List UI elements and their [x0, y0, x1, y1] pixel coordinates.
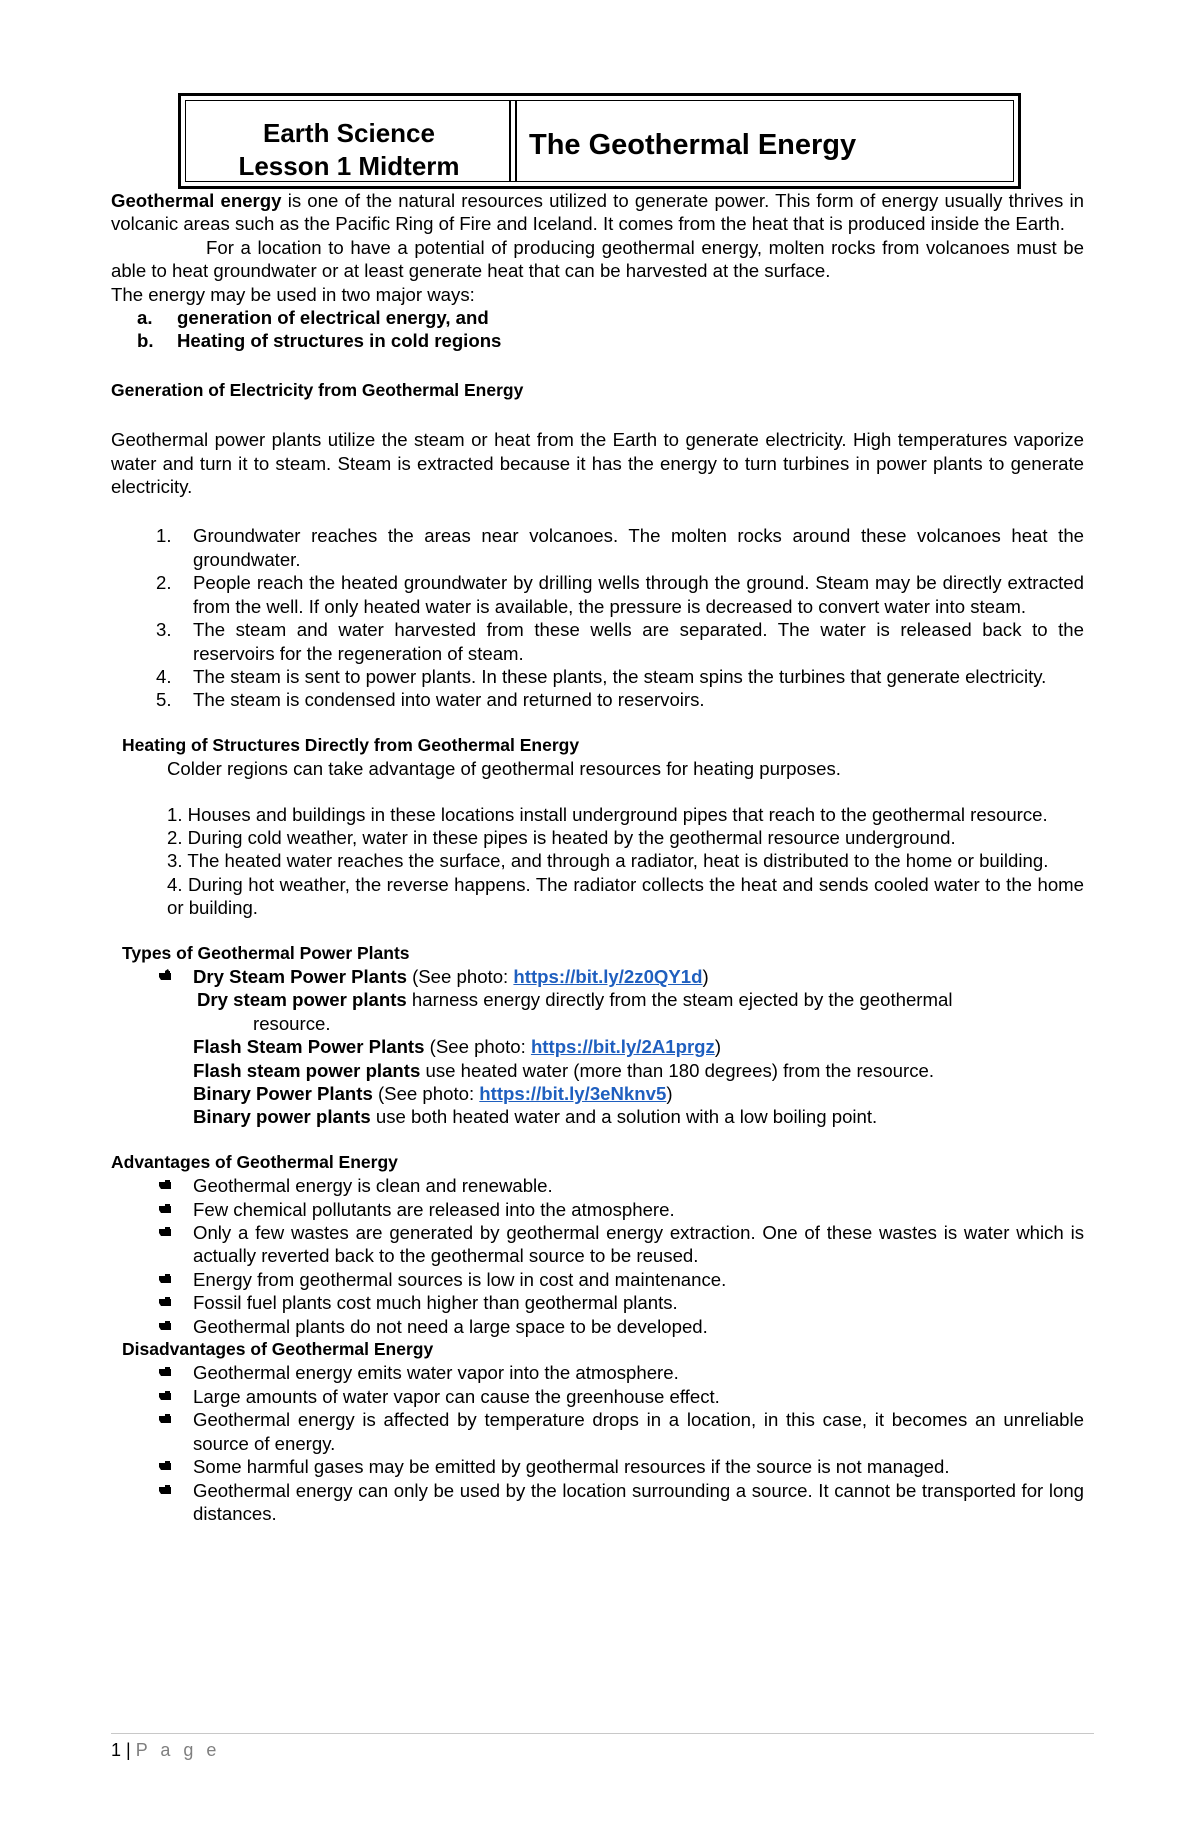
types-details	[111, 988, 1084, 1128]
list-item: 1. Houses and buildings in these locations install underground pipes that reach to the geothermal resource.	[167, 803, 1048, 825]
list-item: 4. During hot weather, the reverse happens. The radiator collects the heat and sends cooled water to the home or building.	[167, 873, 1084, 919]
section-heading-heating: Heating of Structures Directly from Geothermal Energy	[122, 734, 580, 755]
pointing-hand-icon	[158, 1364, 172, 1378]
flash-steam-desc: Flash steam power plants use heated water (more than 180 degrees) from the resource.	[193, 1059, 934, 1081]
pointing-hand-icon	[158, 1458, 172, 1472]
title-divider	[509, 101, 517, 181]
main-content	[111, 189, 1084, 1525]
intro-term: Geothermal energy	[111, 190, 282, 211]
list-item: b. Heating of structures in cold regions	[137, 330, 502, 352]
dry-steam-desc-cont: resource.	[253, 1012, 331, 1034]
list-item: 2. People reach the heated groundwater by drilling wells through the ground. Steam may be directly extracted from the well. If only heated water is available, the pressure is decreased to convert water into steam.	[156, 572, 1084, 617]
heating-intro: Colder regions can take advantage of geothermal resources for heating purposes.	[167, 758, 841, 780]
list-item: Fossil fuel plants cost much higher than geothermal plants.	[111, 1291, 1084, 1314]
list-item: Some harmful gases may be emitted by geothermal resources if the source is not managed.	[111, 1455, 1084, 1478]
list-item: Geothermal energy is affected by temperature drops in a location, in this case, it becomes an unreliable source of energy.	[111, 1408, 1084, 1455]
list-item: Large amounts of water vapor can cause the greenhouse effect.	[111, 1385, 1084, 1408]
list-item: Geothermal plants do not need a large space to be developed.	[111, 1315, 1084, 1338]
list-item: Geothermal energy emits water vapor into the atmosphere.	[111, 1361, 1084, 1384]
list-item: 2. During cold weather, water in these pipes is heated by the geothermal resource underground.	[167, 826, 956, 848]
binary-line: Binary Power Plants (See photo: https://bit.ly/3eNknv5)	[193, 1083, 673, 1104]
section-heading-disadvantages: Disadvantages of Geothermal Energy	[122, 1339, 434, 1360]
lesson-line: Lesson 1 Midterm	[238, 151, 460, 181]
section-heading-types: Types of Geothermal Power Plants	[122, 942, 410, 963]
ways-intro: The energy may be used in two major ways:	[111, 283, 475, 305]
pointing-hand-icon	[158, 1411, 172, 1425]
binary-desc: Binary power plants use both heated water and a solution with a low boiling point.	[193, 1106, 878, 1128]
electricity-paragraph: Geothermal power plants utilize the steam or heat from the Earth to generate electricity. High temperatures vaporize water and turn it to steam. Steam is extracted because it has the energy to turn turbines in power plants to generate electricity.	[111, 429, 1084, 498]
ways-list	[111, 306, 1084, 353]
dry-steam-title: Dry Steam Power Plants	[193, 965, 407, 987]
heating-steps	[111, 803, 1084, 920]
section-heading-advantages: Advantages of Geothermal Energy	[111, 1151, 398, 1172]
types-list	[111, 965, 1084, 988]
page-title: The Geothermal Energy	[529, 129, 857, 161]
binary-photo-link[interactable]: https://bit.ly/3eNknv5	[479, 1083, 667, 1104]
disadvantages-list	[111, 1361, 1084, 1525]
title-box	[178, 93, 1021, 189]
list-item: Dry Steam Power Plants (See photo: https://bit.ly/2z0QY1d)	[111, 965, 1084, 988]
pointing-hand-icon	[158, 1318, 172, 1332]
electricity-steps	[111, 524, 1084, 711]
location-paragraph: For a location to have a potential of producing geothermal energy, molten rocks from volcanoes must be able to heat groundwater or at least generate heat that can be harvested at the surface.	[111, 236, 1084, 282]
pointing-hand-icon	[158, 1224, 172, 1238]
pointing-hand-icon	[158, 1482, 172, 1496]
subject-label	[194, 117, 504, 183]
subject-line: Earth Science	[263, 118, 435, 148]
list-item: 4. The steam is sent to power plants. In these plants, the steam spins the turbines that generate electricity.	[156, 665, 1047, 687]
list-item: Few chemical pollutants are released into the atmosphere.	[111, 1198, 1084, 1221]
pointing-hand-icon	[158, 968, 172, 982]
pointing-hand-icon	[158, 1388, 172, 1402]
list-item: Energy from geothermal sources is low in cost and maintenance.	[111, 1268, 1084, 1291]
section-heading-electricity: Generation of Electricity from Geothermal Energy	[111, 379, 524, 400]
pointing-hand-icon	[158, 1201, 172, 1215]
list-item: Geothermal energy can only be used by the location surrounding a source. It cannot be transported for long distances.	[111, 1479, 1084, 1526]
pointing-hand-icon	[158, 1177, 172, 1191]
footer-divider	[111, 1733, 1094, 1734]
pointing-hand-icon	[158, 1271, 172, 1285]
list-item: a. generation of electrical energy, and	[137, 307, 489, 329]
pointing-hand-icon	[158, 1294, 172, 1308]
list-item: Geothermal energy is clean and renewable.	[111, 1174, 1084, 1197]
list-item: Only a few wastes are generated by geothermal energy extraction. One of these wastes is water which is actually reverted back to the geothermal source to be reused.	[111, 1221, 1084, 1268]
page-footer: 1 | P a g e	[111, 1740, 221, 1760]
flash-steam-line: Flash Steam Power Plants (See photo: https://bit.ly/2A1prgz)	[193, 1036, 722, 1058]
advantages-list	[111, 1174, 1084, 1338]
list-item: 5. The steam is condensed into water and returned to reservoirs.	[156, 689, 705, 711]
dry-steam-photo-link[interactable]: https://bit.ly/2z0QY1d	[513, 965, 703, 987]
page-number: 1	[111, 1740, 122, 1760]
list-item: 3. The heated water reaches the surface, and through a radiator, heat is distributed to the home or building.	[167, 850, 1049, 872]
flash-steam-photo-link[interactable]: https://bit.ly/2A1prgz	[530, 1036, 715, 1058]
list-item: 1. Groundwater reaches the areas near volcanoes. The molten rocks around these volcanoes heat the groundwater.	[156, 525, 1084, 570]
dry-steam-desc: Dry steam power plants harness energy directly from the steam ejected by the geothermal	[197, 989, 953, 1011]
intro-paragraph: Geothermal energy is one of the natural resources utilized to generate power. This form of energy usually thrives in volcanic areas such as the Pacific Ring of Fire and Iceland. It comes from the heat that is produced inside the Earth.	[111, 190, 1085, 235]
list-item: 3. The steam and water harvested from these wells are separated. The water is released back to the reservoirs for the regeneration of steam.	[156, 619, 1084, 664]
page-label: P a g e	[135, 1740, 221, 1760]
